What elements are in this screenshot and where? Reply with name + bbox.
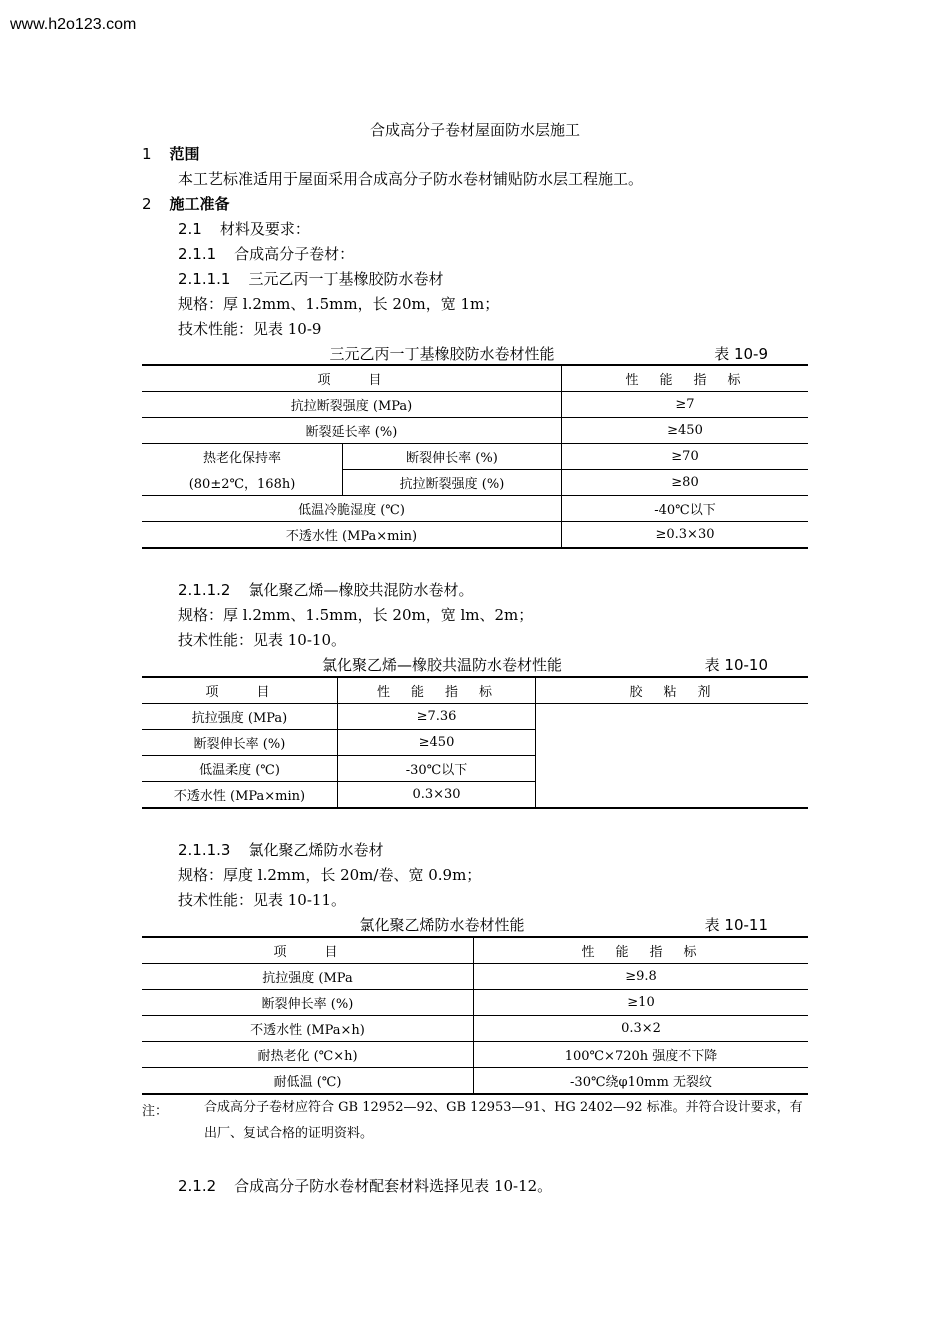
cell-group-label: 热老化保持率 — [142, 444, 343, 470]
note-label: 注： — [142, 1104, 169, 1119]
clause-text: 合成高分子卷材： — [234, 245, 355, 263]
cell-item: 断裂延长率 (%) — [142, 418, 562, 444]
table-row — [142, 496, 808, 522]
cell-item: 抗拉断裂强度 (MPa) — [142, 392, 562, 418]
section-number: 2 — [142, 195, 152, 213]
clause-2-1-2 — [178, 1175, 552, 1196]
clause-number: 2.1.2 — [178, 1177, 217, 1195]
cell-value: -30℃绕φ10mm 无裂纹 — [474, 1068, 809, 1095]
cell-subitem: 抗拉断裂强度 (%) — [343, 470, 562, 496]
cell-value: ≥7.36 — [338, 704, 536, 730]
header-item: 项 目 — [142, 677, 338, 704]
cell-value: -40℃以下 — [562, 496, 809, 522]
table-header-row — [142, 677, 808, 704]
clause-text: 氯化聚乙烯—橡胶共混防水卷材。 — [248, 581, 474, 599]
table-row — [142, 1042, 808, 1068]
header-performance: 性 能 指 标 — [338, 677, 536, 704]
table-10-9-caption — [142, 343, 808, 365]
clause-number: 2.1 — [178, 220, 202, 238]
performance-line: 技术性能：见表 10-11。 — [178, 891, 347, 909]
cell-item: 抗拉强度 (MPa) — [142, 704, 338, 730]
section-number: 1 — [142, 145, 152, 163]
cell-adhesive — [536, 704, 809, 809]
cell-subitem: 断裂伸长率 (%) — [343, 444, 562, 470]
cell-item: 低温柔度 (℃) — [142, 756, 338, 782]
clause-number: 2.1.1.1 — [178, 270, 231, 288]
table-row — [142, 522, 808, 549]
table-10-10-caption — [142, 654, 808, 676]
cell-item: 不透水性 (MPa×h) — [142, 1016, 474, 1042]
table-number: 表 10-10 — [704, 656, 768, 674]
clause-number: 2.1.1.2 — [178, 581, 231, 599]
spec-line: 规格：厚 l.2mm、1.5mm，长 20m，宽 1m； — [178, 295, 500, 313]
table-header-row — [142, 937, 808, 964]
header-item: 项 目 — [142, 365, 562, 392]
clause-2-1-1-3 — [178, 839, 384, 860]
cell-item: 抗拉强度 (MPa — [142, 964, 474, 990]
table-10-10 — [142, 676, 808, 809]
cell-item: 不透水性 (MPa×min) — [142, 522, 562, 549]
clause-2-1-1 — [178, 243, 354, 264]
cell-value: ≥80 — [562, 470, 809, 496]
table-title: 氯化聚乙烯—橡胶共温防水卷材性能 — [321, 656, 562, 674]
table-row — [142, 444, 808, 470]
table-row — [142, 1016, 808, 1042]
header-performance: 性 能 指 标 — [562, 365, 809, 392]
table-row — [142, 418, 808, 444]
cell-value: ≥450 — [562, 418, 809, 444]
clause-2-1 — [178, 218, 310, 239]
header-adhesive: 胶 粘 剂 — [536, 677, 809, 704]
note-text — [172, 1095, 812, 1147]
section-1-text: 本工艺标准适用于屋面采用合成高分子防水卷材铺贴防水层工程施工。 — [178, 170, 644, 188]
spec-line: 规格：厚度 l.2mm，长 20m/卷、宽 0.9m； — [178, 866, 482, 884]
cell-value: ≥450 — [338, 730, 536, 756]
performance-line: 技术性能：见表 10-10。 — [178, 631, 347, 649]
table-header-row — [142, 365, 808, 392]
clause-number: 2.1.1.3 — [178, 841, 231, 859]
cell-value: ≥0.3×30 — [562, 522, 809, 549]
table-row — [142, 470, 808, 496]
cell-item: 断裂伸长率 (%) — [142, 990, 474, 1016]
table-10-11 — [142, 936, 808, 1095]
table-title: 三元乙丙一丁基橡胶防水卷材性能 — [329, 345, 555, 363]
note-line-1: 合成高分子卷材应符合 GB 12952—92、GB 12953—91、HG 2402—92 标准。并符合设计要求，有 — [204, 1100, 803, 1115]
section-title: 施工准备 — [169, 195, 230, 213]
clause-number: 2.1.1 — [178, 245, 217, 263]
table-number: 表 10-11 — [704, 916, 768, 934]
cell-value: 0.3×2 — [474, 1016, 809, 1042]
table-10-11-caption — [142, 914, 808, 936]
table-row — [142, 964, 808, 990]
section-2-heading — [142, 193, 230, 214]
header-performance: 性 能 指 标 — [474, 937, 809, 964]
section-title: 范围 — [169, 145, 200, 163]
cell-item: 耐热老化 (℃×h) — [142, 1042, 474, 1068]
table-row — [142, 704, 808, 730]
cell-value: ≥70 — [562, 444, 809, 470]
clause-text: 氯化聚乙烯防水卷材 — [248, 841, 384, 859]
table-row — [142, 392, 808, 418]
cell-value: 100℃×720h 强度不下降 — [474, 1042, 809, 1068]
cell-item: 耐低温 (℃) — [142, 1068, 474, 1095]
clause-2-1-1-2 — [178, 579, 474, 600]
site-watermark: www.h2o123.com — [10, 16, 137, 33]
cell-group-condition: (80±2℃，168h) — [142, 470, 343, 496]
table-row — [142, 990, 808, 1016]
cell-value: ≥9.8 — [474, 964, 809, 990]
clause-text: 材料及要求： — [219, 220, 310, 238]
table-10-9 — [142, 364, 808, 549]
performance-line: 技术性能：见表 10-9 — [178, 320, 322, 338]
header-item: 项 目 — [142, 937, 474, 964]
cell-item: 断裂伸长率 (%) — [142, 730, 338, 756]
cell-value: ≥7 — [562, 392, 809, 418]
section-1-heading — [142, 143, 200, 164]
note-line-2: 出厂、复试合格的证明资料。 — [204, 1126, 374, 1141]
table-number: 表 10-9 — [714, 345, 768, 363]
clause-text: 合成高分子防水卷材配套材料选择见表 10-12。 — [234, 1177, 553, 1195]
table-row — [142, 1068, 808, 1095]
table-title: 氯化聚乙烯防水卷材性能 — [359, 916, 525, 934]
cell-item: 不透水性 (MPa×min) — [142, 782, 338, 809]
clause-text: 三元乙丙一丁基橡胶防水卷材 — [248, 270, 444, 288]
cell-item: 低温冷脆湿度 (℃) — [142, 496, 562, 522]
cell-value: 0.3×30 — [338, 782, 536, 809]
page-title: 合成高分子卷材屋面防水层施工 — [369, 121, 580, 139]
clause-2-1-1-1 — [178, 268, 444, 289]
cell-value: -30℃以下 — [338, 756, 536, 782]
cell-value: ≥10 — [474, 990, 809, 1016]
spec-line: 规格：厚 l.2mm、1.5mm，长 20m，宽 lm、2m； — [178, 606, 534, 624]
